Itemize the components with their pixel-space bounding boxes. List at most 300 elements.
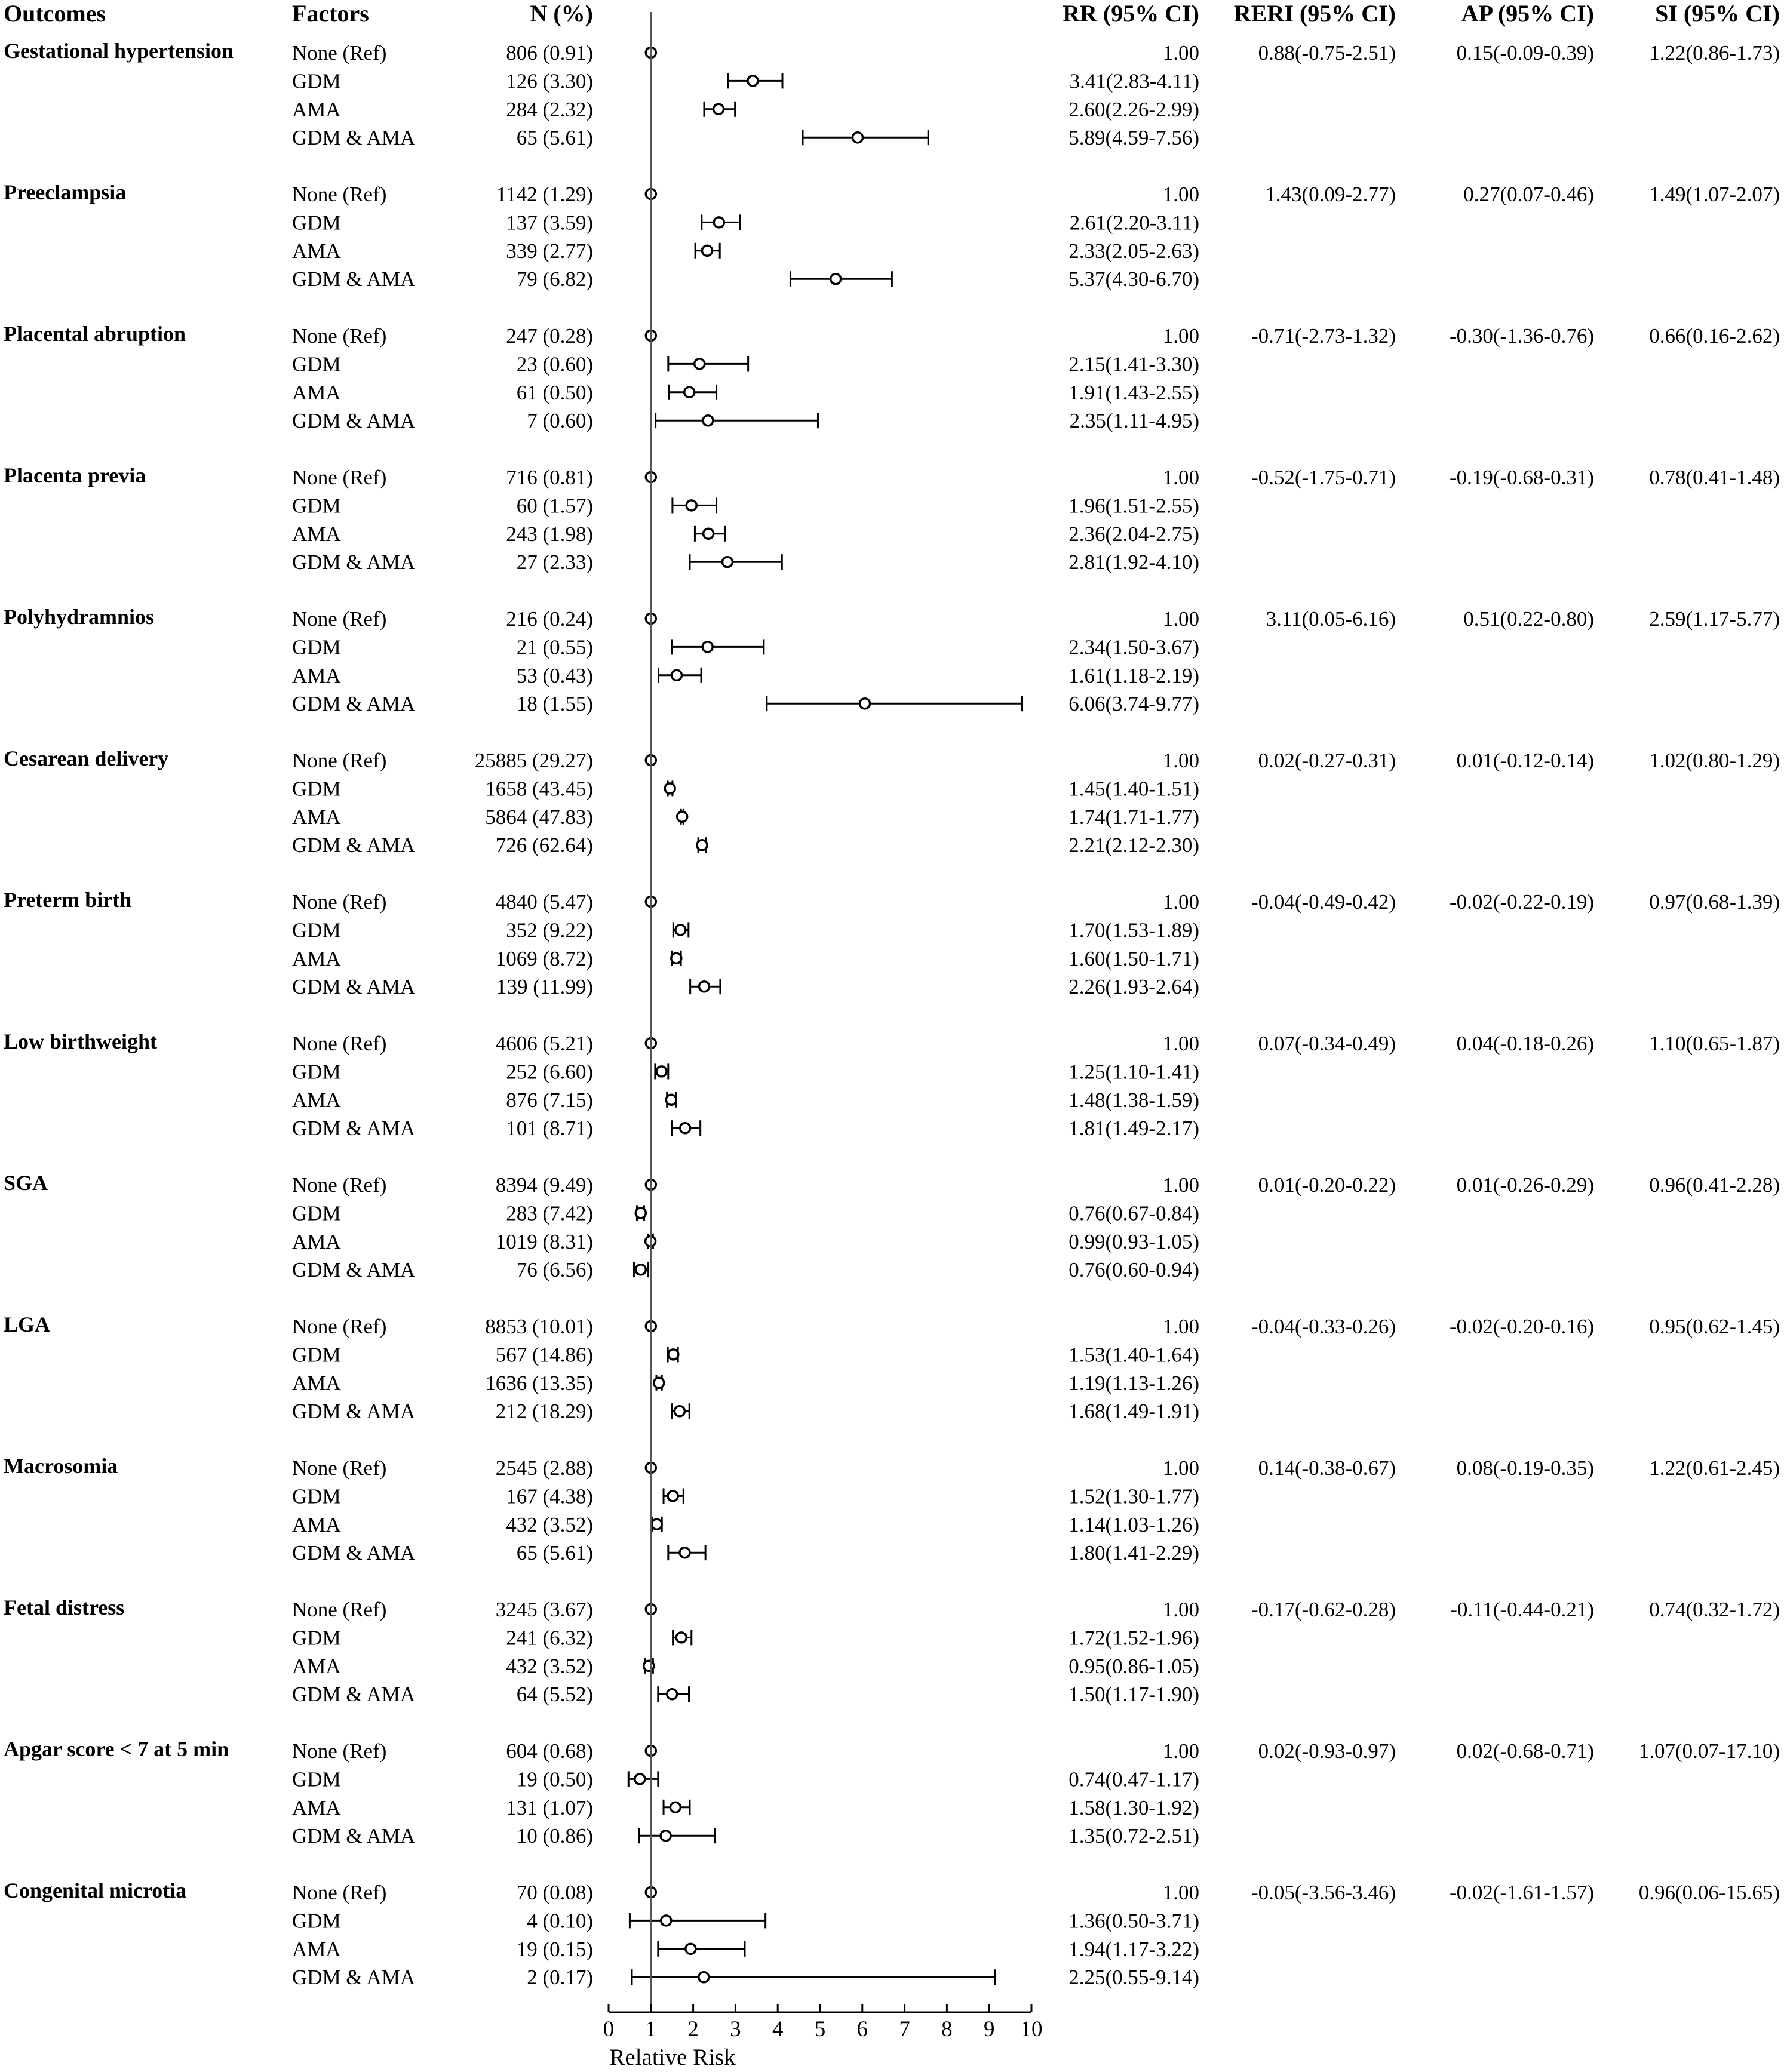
n-value: 1069 (8.72) <box>495 946 593 970</box>
estimate-mark <box>671 951 681 966</box>
rr-value: 1.00 <box>1162 41 1199 64</box>
factor-label: GDM & AMA <box>292 551 416 574</box>
outcome-group <box>4 1454 1780 1564</box>
estimate-mark <box>690 979 720 994</box>
outcome-label: Placenta previa <box>4 463 146 487</box>
x-tick-label: 6 <box>856 2017 868 2042</box>
factor-label: GDM <box>292 352 341 376</box>
n-value: 1658 (43.45) <box>485 777 593 801</box>
estimate-mark <box>634 1262 648 1277</box>
rr-value: 2.33(2.05-2.63) <box>1068 239 1199 263</box>
factor-label: None (Ref) <box>292 1032 387 1055</box>
point-estimate <box>680 1548 690 1558</box>
rr-value: 1.35(0.72-2.51) <box>1068 1824 1199 1848</box>
si-value: 1.07(0.07-17.10) <box>1638 1739 1780 1763</box>
si-value: 0.97(0.68-1.39) <box>1649 890 1780 914</box>
point-estimate <box>671 670 681 680</box>
factor-label: GDM <box>292 1626 341 1650</box>
factor-label: GDM <box>292 1767 341 1791</box>
estimate-mark <box>803 130 928 145</box>
si-value: 2.59(1.17-5.77) <box>1649 607 1780 631</box>
outcome-group <box>4 463 1780 574</box>
rr-value: 2.35(1.11-4.95) <box>1069 409 1199 433</box>
estimate-mark <box>665 780 675 796</box>
rr-value: 0.95(0.86-1.05) <box>1068 1654 1199 1678</box>
rr-value: 1.96(1.51-2.55) <box>1068 494 1199 518</box>
factor-label: AMA <box>292 1088 341 1112</box>
rr-value: 0.74(0.47-1.17) <box>1068 1767 1199 1791</box>
rr-value: 1.00 <box>1162 607 1199 631</box>
factor-label: None (Ref) <box>292 749 387 772</box>
estimate-mark <box>677 809 687 825</box>
n-value: 7 (0.60) <box>527 409 593 433</box>
n-value: 64 (5.52) <box>516 1683 593 1707</box>
n-value: 101 (8.71) <box>506 1117 593 1140</box>
rr-value: 5.37(4.30-6.70) <box>1068 268 1199 291</box>
outcome-group <box>4 322 1780 432</box>
n-value: 8853 (10.01) <box>485 1315 593 1338</box>
factor-label: AMA <box>292 1937 341 1961</box>
n-value: 2 (0.17) <box>527 1966 593 1990</box>
n-value: 4 (0.10) <box>527 1909 593 1933</box>
x-tick-label: 2 <box>687 2017 699 2042</box>
point-estimate <box>695 359 705 369</box>
n-value: 137 (3.59) <box>506 211 593 235</box>
estimate-mark <box>654 1375 664 1391</box>
n-value: 604 (0.68) <box>506 1739 593 1763</box>
outcome-group <box>4 746 1780 857</box>
n-value: 70 (0.08) <box>516 1881 593 1904</box>
estimate-mark <box>695 243 720 259</box>
rr-value: 1.61(1.18-2.19) <box>1068 663 1199 687</box>
si-value: 0.96(0.41-2.28) <box>1649 1173 1780 1197</box>
factor-label: None (Ref) <box>292 183 387 206</box>
header-outcomes: Outcomes <box>4 0 106 27</box>
n-value: 876 (7.15) <box>506 1088 593 1112</box>
ap-value: -0.30(-1.36-0.76) <box>1449 324 1594 348</box>
factor-label: AMA <box>292 805 341 829</box>
reri-value: -0.04(-0.33-0.26) <box>1251 1315 1396 1338</box>
rr-value: 1.00 <box>1162 1881 1199 1904</box>
ap-value: 0.04(-0.18-0.26) <box>1456 1032 1594 1055</box>
reri-value: -0.17(-0.62-0.28) <box>1251 1598 1396 1621</box>
n-value: 8394 (9.49) <box>495 1173 593 1197</box>
point-estimate <box>697 840 707 850</box>
rr-value: 1.00 <box>1162 1456 1199 1480</box>
factor-label: None (Ref) <box>292 466 387 489</box>
factor-label: None (Ref) <box>292 41 387 64</box>
ap-value: 0.02(-0.68-0.71) <box>1456 1739 1594 1763</box>
factor-label: None (Ref) <box>292 890 387 914</box>
n-value: 726 (62.64) <box>495 834 593 857</box>
estimate-mark <box>790 271 892 287</box>
n-value: 716 (0.81) <box>506 466 593 489</box>
factor-label: GDM <box>292 1201 341 1225</box>
factor-label: AMA <box>292 1513 341 1536</box>
rr-value: 1.50(1.17-1.90) <box>1068 1683 1199 1707</box>
estimate-mark <box>673 497 717 513</box>
rr-value: 1.72(1.52-1.96) <box>1068 1626 1199 1650</box>
estimate-mark <box>728 73 782 88</box>
column-headers <box>4 0 1780 27</box>
n-value: 212 (18.29) <box>495 1400 593 1424</box>
point-estimate <box>748 76 758 86</box>
reri-value: 1.43(0.09-2.77) <box>1265 183 1396 206</box>
si-value: 0.95(0.62-1.45) <box>1649 1315 1780 1338</box>
outcome-label: Low birthweight <box>4 1029 158 1053</box>
point-estimate <box>684 387 695 397</box>
header-si: SI (95% CI) <box>1655 0 1780 27</box>
outcome-label: Polyhydramnios <box>4 605 155 629</box>
rr-value: 1.94(1.17-3.22) <box>1068 1937 1199 1961</box>
factor-label: GDM & AMA <box>292 834 416 857</box>
factor-label: GDM <box>292 777 341 801</box>
outcome-group <box>4 605 1780 715</box>
estimate-mark <box>704 102 735 117</box>
x-tick-label: 3 <box>730 2017 741 2042</box>
point-estimate <box>699 1972 709 1982</box>
rr-value: 1.19(1.13-1.26) <box>1068 1371 1199 1395</box>
x-tick-label: 5 <box>814 2017 826 2042</box>
n-value: 60 (1.57) <box>516 494 593 518</box>
estimate-mark <box>656 413 818 428</box>
factor-label: AMA <box>292 946 341 970</box>
rr-value: 1.58(1.30-1.92) <box>1068 1796 1199 1819</box>
n-value: 23 (0.60) <box>516 352 593 376</box>
factor-label: GDM <box>292 1484 341 1508</box>
n-value: 247 (0.28) <box>506 324 593 348</box>
ap-value: 0.08(-0.19-0.35) <box>1456 1456 1594 1480</box>
factor-label: GDM <box>292 635 341 659</box>
n-value: 167 (4.38) <box>506 1484 593 1508</box>
outcome-label: Preeclampsia <box>4 180 127 204</box>
n-value: 79 (6.82) <box>516 268 593 291</box>
n-value: 1636 (13.35) <box>485 1371 593 1395</box>
estimate-mark <box>673 1630 692 1645</box>
rr-value: 1.00 <box>1162 1173 1199 1197</box>
estimate-mark <box>644 1658 654 1674</box>
point-estimate <box>686 1944 696 1954</box>
rr-value: 1.00 <box>1162 1598 1199 1621</box>
header-reri: RERI (95% CI) <box>1233 0 1396 27</box>
n-value: 352 (9.22) <box>506 918 593 942</box>
point-estimate <box>680 1123 690 1133</box>
point-estimate <box>676 1633 686 1643</box>
x-tick-label: 1 <box>645 2017 657 2042</box>
si-value: 0.66(0.16-2.62) <box>1649 324 1780 348</box>
n-value: 65 (5.61) <box>516 1541 593 1565</box>
rr-value: 2.81(1.92-4.10) <box>1068 551 1199 574</box>
point-estimate <box>831 274 841 284</box>
point-estimate <box>704 528 714 539</box>
point-estimate <box>661 1831 671 1841</box>
point-estimate <box>702 642 713 652</box>
n-value: 3245 (3.67) <box>495 1598 593 1621</box>
n-value: 19 (0.50) <box>516 1767 593 1791</box>
estimate-mark <box>655 1063 668 1079</box>
table-rows <box>4 39 1780 1989</box>
outcome-group <box>4 1737 1780 1847</box>
rr-value: 1.68(1.49-1.91) <box>1068 1400 1199 1424</box>
point-estimate <box>853 133 863 143</box>
reri-value: 0.14(-0.38-0.67) <box>1258 1456 1396 1480</box>
si-value: 0.78(0.41-1.48) <box>1649 466 1780 489</box>
rr-value: 1.91(1.43-2.55) <box>1068 380 1199 404</box>
rr-value: 0.76(0.60-0.94) <box>1068 1258 1199 1282</box>
point-estimate <box>654 1378 664 1388</box>
si-value: 0.96(0.06-15.65) <box>1638 1881 1780 1904</box>
estimate-mark <box>767 696 1022 711</box>
outcome-group <box>4 1171 1780 1281</box>
ap-value: -0.02(-1.61-1.57) <box>1449 1881 1594 1904</box>
n-value: 216 (0.24) <box>506 607 593 631</box>
rr-value: 1.48(1.38-1.59) <box>1068 1088 1199 1112</box>
factor-label: GDM <box>292 211 341 235</box>
point-estimate <box>670 1802 680 1812</box>
factor-label: AMA <box>292 663 341 687</box>
outcome-label: SGA <box>4 1171 48 1195</box>
si-value: 1.49(1.07-2.07) <box>1649 183 1780 206</box>
estimate-mark <box>697 837 707 853</box>
n-value: 53 (0.43) <box>516 663 593 687</box>
point-estimate <box>722 557 732 567</box>
factor-label: AMA <box>292 1229 341 1253</box>
outcome-label: Congenital microtia <box>4 1879 187 1902</box>
estimate-mark <box>664 1800 690 1815</box>
point-estimate <box>661 1916 671 1926</box>
forest-marks <box>628 12 1021 2012</box>
estimate-mark <box>632 1969 995 1985</box>
point-estimate <box>668 1349 678 1360</box>
factor-label: GDM & AMA <box>292 1400 416 1424</box>
factor-label: None (Ref) <box>292 1315 387 1338</box>
ap-value: 0.51(0.22-0.80) <box>1463 607 1594 631</box>
reri-value: -0.71(-2.73-1.32) <box>1251 324 1396 348</box>
factor-label: GDM <box>292 69 341 93</box>
rr-value: 1.80(1.41-2.29) <box>1068 1541 1199 1565</box>
point-estimate <box>656 1066 667 1077</box>
reri-value: 3.11(0.05-6.16) <box>1266 607 1396 631</box>
point-estimate <box>675 925 686 935</box>
outcome-label: Preterm birth <box>4 888 132 912</box>
point-estimate <box>703 416 713 426</box>
n-value: 139 (11.99) <box>496 975 593 999</box>
point-estimate <box>635 1265 646 1275</box>
estimate-mark <box>690 554 782 570</box>
rr-value: 1.70(1.53-1.89) <box>1068 918 1199 942</box>
rr-value: 1.00 <box>1162 749 1199 772</box>
rr-value: 5.89(4.59-7.56) <box>1068 126 1199 150</box>
x-tick-label: 9 <box>983 2017 995 2042</box>
n-value: 27 (2.33) <box>516 551 593 574</box>
factor-label: None (Ref) <box>292 1598 387 1621</box>
outcome-group <box>4 888 1780 998</box>
factor-label: AMA <box>292 1796 341 1819</box>
estimate-mark <box>671 1403 689 1419</box>
n-value: 21 (0.55) <box>516 635 593 659</box>
n-value: 65 (5.61) <box>516 126 593 150</box>
rr-value: 1.00 <box>1162 1032 1199 1055</box>
outcome-group <box>4 1029 1780 1140</box>
rr-value: 1.00 <box>1162 324 1199 348</box>
x-axis-label: Relative Risk <box>609 2045 736 2070</box>
rr-value: 1.36(0.50-3.71) <box>1068 1909 1199 1933</box>
x-tick-label: 4 <box>772 2017 784 2042</box>
estimate-mark <box>669 385 716 400</box>
rr-value: 1.14(1.03-1.26) <box>1068 1513 1199 1536</box>
factor-label: AMA <box>292 380 341 404</box>
point-estimate <box>702 245 712 256</box>
x-tick-label: 10 <box>1020 2017 1043 2042</box>
outcome-group <box>4 1595 1780 1706</box>
rr-value: 1.00 <box>1162 183 1199 206</box>
factor-label: None (Ref) <box>292 1881 387 1904</box>
rr-value: 1.53(1.40-1.64) <box>1068 1343 1199 1367</box>
rr-value: 2.25(0.55-9.14) <box>1068 1966 1199 1990</box>
rr-value: 0.99(0.93-1.05) <box>1068 1229 1199 1253</box>
factor-label: GDM & AMA <box>292 692 416 716</box>
point-estimate <box>665 783 675 794</box>
reri-value: -0.05(-3.56-3.46) <box>1251 1881 1396 1904</box>
point-estimate <box>635 1208 646 1218</box>
reri-value: 0.02(-0.93-0.97) <box>1258 1739 1396 1763</box>
n-value: 2545 (2.88) <box>495 1456 593 1480</box>
reri-value: -0.04(-0.49-0.42) <box>1251 890 1396 914</box>
factor-label: None (Ref) <box>292 324 387 348</box>
rr-value: 2.61(2.20-3.11) <box>1069 211 1199 235</box>
factor-label: GDM <box>292 1909 341 1933</box>
ap-value: -0.02(-0.22-0.19) <box>1449 890 1594 914</box>
x-axis <box>603 2004 1043 2070</box>
rr-value: 2.60(2.26-2.99) <box>1068 97 1199 121</box>
reri-value: -0.52(-1.75-0.71) <box>1251 466 1396 489</box>
n-value: 131 (1.07) <box>506 1796 593 1819</box>
x-tick-label: 0 <box>603 2017 615 2042</box>
point-estimate <box>677 811 687 822</box>
estimate-mark <box>628 1771 658 1787</box>
n-value: 252 (6.60) <box>506 1060 593 1084</box>
rr-value: 0.76(0.67-0.84) <box>1068 1201 1199 1225</box>
factor-label: GDM & AMA <box>292 1541 416 1565</box>
n-value: 283 (7.42) <box>506 1201 593 1225</box>
outcome-group <box>4 1312 1780 1423</box>
n-value: 432 (3.52) <box>506 1513 593 1536</box>
rr-value: 1.74(1.71-1.77) <box>1068 805 1199 829</box>
x-tick-label: 8 <box>941 2017 953 2042</box>
point-estimate <box>668 1491 678 1501</box>
estimate-mark <box>630 1913 765 1928</box>
factor-label: None (Ref) <box>292 607 387 631</box>
n-value: 126 (3.30) <box>506 69 593 93</box>
outcome-group <box>4 1879 1780 1989</box>
x-tick-label: 7 <box>899 2017 910 2042</box>
outcome-label: Apgar score < 7 at 5 min <box>4 1737 229 1761</box>
point-estimate <box>860 699 870 709</box>
estimate-mark <box>672 639 764 654</box>
point-estimate <box>666 1095 676 1105</box>
factor-label: AMA <box>292 522 341 546</box>
factor-label: GDM & AMA <box>292 1683 416 1707</box>
estimate-mark <box>666 1092 676 1108</box>
n-value: 339 (2.77) <box>506 239 593 263</box>
n-value: 1142 (1.29) <box>496 183 593 206</box>
factor-label: AMA <box>292 1371 341 1395</box>
estimate-mark <box>673 922 688 937</box>
n-value: 10 (0.86) <box>516 1824 593 1848</box>
ap-value: -0.19(-0.68-0.31) <box>1449 466 1594 489</box>
n-value: 432 (3.52) <box>506 1654 593 1678</box>
n-value: 4606 (5.21) <box>495 1032 593 1055</box>
n-value: 76 (6.56) <box>516 1258 593 1282</box>
estimate-mark <box>668 356 748 371</box>
n-value: 567 (14.86) <box>495 1343 593 1367</box>
point-estimate <box>714 104 724 114</box>
point-estimate <box>671 953 681 963</box>
point-estimate <box>667 1689 677 1699</box>
n-value: 18 (1.55) <box>516 692 593 716</box>
rr-value: 1.52(1.30-1.77) <box>1068 1484 1199 1508</box>
factor-label: GDM <box>292 918 341 942</box>
rr-value: 1.25(1.10-1.41) <box>1068 1060 1199 1084</box>
reri-value: 0.07(-0.34-0.49) <box>1258 1032 1396 1055</box>
factor-label: None (Ref) <box>292 1173 387 1197</box>
rr-value: 1.81(1.49-2.17) <box>1068 1117 1199 1140</box>
rr-value: 1.45(1.40-1.51) <box>1068 777 1199 801</box>
reri-value: 0.02(-0.27-0.31) <box>1258 749 1396 772</box>
header-rr: RR (95% CI) <box>1063 0 1199 27</box>
factor-label: GDM & AMA <box>292 126 416 150</box>
point-estimate <box>686 500 696 511</box>
point-estimate <box>644 1661 654 1671</box>
rr-value: 2.26(1.93-2.64) <box>1068 975 1199 999</box>
rr-value: 6.06(3.74-9.77) <box>1068 692 1199 716</box>
n-value: 19 (0.15) <box>516 1937 593 1961</box>
ap-value: 0.27(0.07-0.46) <box>1463 183 1594 206</box>
estimate-mark <box>702 214 740 230</box>
rr-value: 1.00 <box>1162 466 1199 489</box>
estimate-mark <box>659 668 702 683</box>
rr-value: 1.00 <box>1162 1739 1199 1763</box>
outcome-label: LGA <box>4 1312 51 1336</box>
factor-label: AMA <box>292 1654 341 1678</box>
rr-value: 3.41(2.83-4.11) <box>1069 69 1199 93</box>
factor-label: AMA <box>292 97 341 121</box>
outcome-label: Macrosomia <box>4 1454 118 1478</box>
point-estimate <box>674 1406 684 1416</box>
outcome-label: Cesarean delivery <box>4 746 169 770</box>
rr-value: 1.60(1.50-1.71) <box>1068 946 1199 970</box>
factor-label: GDM & AMA <box>292 1824 416 1848</box>
n-value: 243 (1.98) <box>506 522 593 546</box>
header-ap: AP (95% CI) <box>1461 0 1594 27</box>
factor-label: GDM & AMA <box>292 1966 416 1990</box>
ap-value: -0.02(-0.20-0.16) <box>1449 1315 1594 1338</box>
estimate-mark <box>695 526 724 542</box>
factor-label: GDM <box>292 1060 341 1084</box>
ap-value: 0.01(-0.26-0.29) <box>1456 1173 1594 1197</box>
factor-label: GDM & AMA <box>292 1117 416 1140</box>
estimate-mark <box>668 1347 678 1362</box>
si-value: 1.22(0.86-1.73) <box>1649 41 1780 64</box>
header-factors: Factors <box>292 0 369 27</box>
n-value: 1019 (8.31) <box>495 1229 593 1253</box>
outcome-label: Gestational hypertension <box>4 39 234 63</box>
reri-value: 0.88(-0.75-2.51) <box>1258 41 1396 64</box>
outcome-group <box>4 39 1780 149</box>
si-value: 0.74(0.32-1.72) <box>1649 1598 1780 1621</box>
factor-label: GDM <box>292 494 341 518</box>
estimate-mark <box>664 1488 683 1504</box>
